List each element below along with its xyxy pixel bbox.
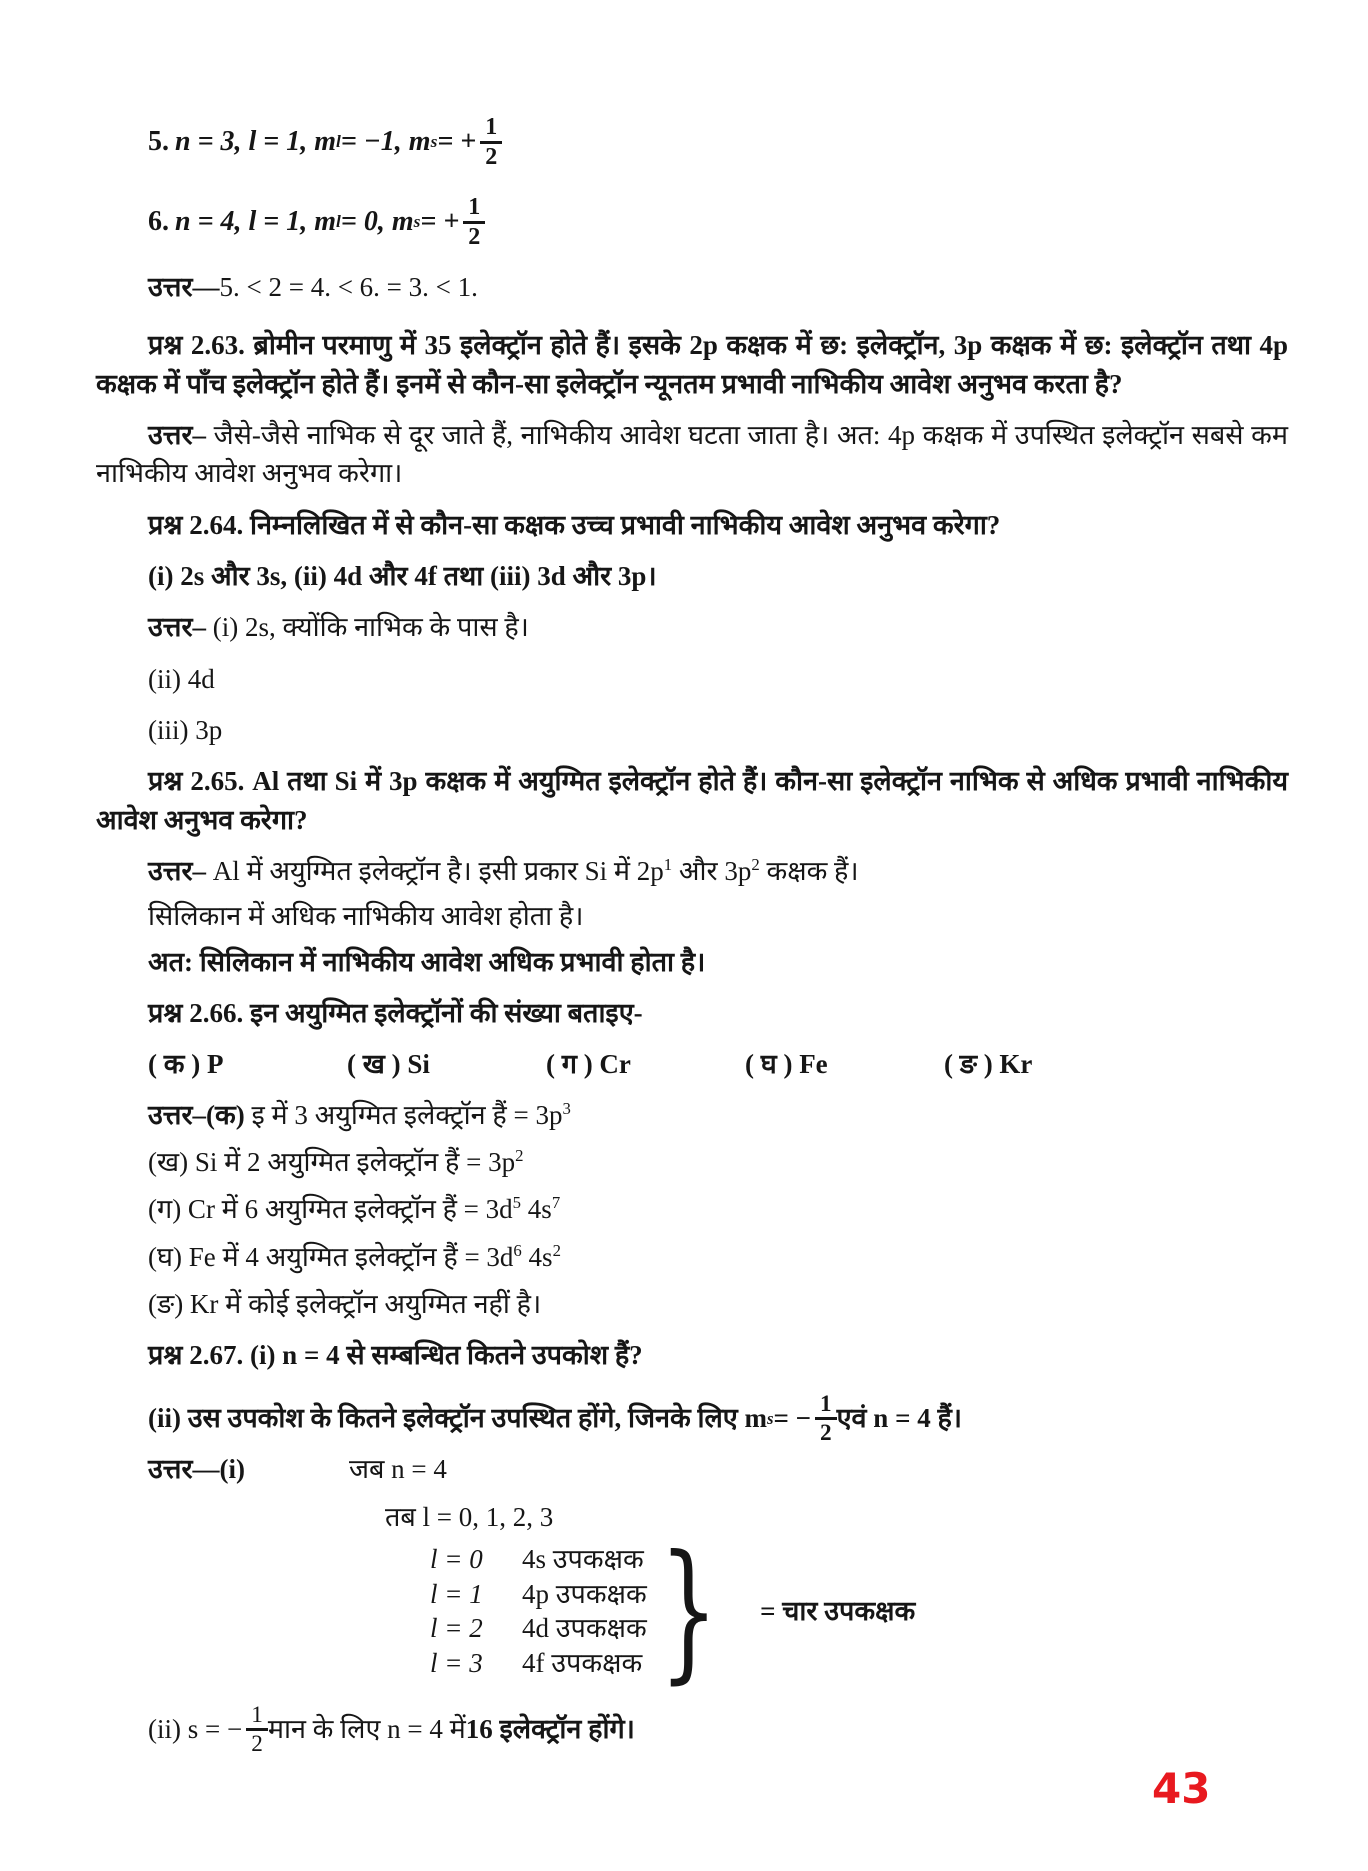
derivation-result: = चार उपकक्षक [760, 1596, 916, 1627]
answer-2-63 [96, 416, 1288, 493]
question-text: एवं n = 4 हैं। [836, 1403, 963, 1434]
subshell-derivation [430, 1523, 1288, 1698]
l-value: l = 0 [430, 1544, 483, 1575]
l-value: l = 2 [430, 1613, 483, 1644]
answer-text-bold: 16 इलेक्ट्रॉन होंगे। [465, 1714, 635, 1745]
answer-text: कक्षक हैं। [759, 855, 859, 886]
fraction [480, 114, 502, 171]
superscript: 2 [751, 854, 760, 874]
answer-text: और 3p [672, 855, 752, 886]
condition-tab: तब l = 0, 1, 2, 3 [385, 1501, 554, 1532]
fraction [815, 1391, 837, 1446]
curly-brace: } [658, 1523, 719, 1698]
answer-text: (ग) Cr में 6 अयुग्मित इलेक्ट्रॉन हैं = 3d [148, 1194, 513, 1225]
question-2-64-options: (i) 2s और 3s, (ii) 4d और 4f तथा (iii) 3d और 3p। [148, 560, 657, 591]
math-text: = + [420, 206, 460, 238]
answer-text: (ii) s = − [148, 1714, 243, 1745]
answer-label: उत्तर–(क) [148, 1099, 245, 1130]
page-number: 43 [1152, 1764, 1211, 1813]
answer-text: (ख) Si में 2 अयुग्मित इलेक्ट्रॉन हैं = 3p [148, 1146, 516, 1177]
answer-text: (i) 2s, क्योंकि नाभिक के पास है। [206, 612, 529, 643]
fraction [246, 1702, 268, 1757]
l-value: l = 1 [430, 1578, 483, 1609]
fraction [463, 194, 485, 251]
subshell-name: 4d उपकक्षक [522, 1613, 647, 1644]
superscript: 7 [551, 1193, 561, 1213]
answer-2-67-ii [148, 1694, 1288, 1764]
subshell-row [430, 1542, 647, 1577]
question-2-65: प्रश्न 2.65. Al तथा Si में 3p कक्षक में अयुग्मित इलेक्ट्रॉन होते हैं। कौन-सा इलेक्ट्रॉन नाभिक से अधिक प्रभावी नाभिकीय आवेश अनुभव करेगा? [96, 766, 1288, 835]
answer-2-66-gha [148, 1238, 1288, 1276]
ranking-text: 5. < 2 = 4. < 6. = 3. < 1. [219, 272, 478, 302]
item-number: 6. [148, 206, 169, 238]
question-2-66: प्रश्न 2.66. इन अयुग्मित इलेक्ट्रॉनों की संख्या बताइए- [148, 997, 643, 1028]
answer-2-66-ga [148, 1190, 1288, 1228]
subshell-row [430, 1646, 647, 1681]
answer-2-65-line1 [148, 852, 1288, 890]
answer-2-66-nga: (ङ) Kr में कोई इलेक्ट्रॉन अयुग्मित नहीं है। [148, 1288, 542, 1319]
answer-label: उत्तर– [148, 855, 206, 886]
subshell-rows [430, 1542, 647, 1680]
superscript: 2 [515, 1145, 524, 1165]
answer-2-65-line2: सिलिकान में अधिक नाभिकीय आवेश होता है। [148, 901, 584, 932]
superscript: 3 [562, 1098, 571, 1118]
item-number: 5. [148, 126, 169, 158]
subshell-name: 4p उपकक्षक [522, 1578, 647, 1609]
question-text: (ii) उस उपकोश के कितने इलेक्ट्रॉन उपस्थित होंगे, जिनके लिए m [148, 1403, 767, 1434]
math-text: n = 4, l = 1, m [175, 206, 337, 238]
superscript: 5 [512, 1193, 522, 1213]
math-text: = + [437, 126, 477, 158]
fraction-denominator: 2 [246, 1728, 268, 1757]
fraction-denominator: 2 [480, 141, 502, 171]
option-gha: ( घ ) Fe [745, 1049, 828, 1080]
question-2-63: प्रश्न 2.63. ब्रोमीन परमाणु में 35 इलेक्ट्रॉन होते हैं। इसके 2p कक्षक में छ: इलेक्ट्रॉन, 3p कक्षक में छ: इलेक्ट्रॉन तथा 4p कक्षक में पाँच इलेक्ट्रॉन होते हैं। इनमें से कौन-सा इलेक्ट्रॉन न्यूनतम प्रभावी नाभिकीय आवेश अनुभव करता है? [96, 330, 1288, 399]
answer-text: मान के लिए n = 4 में [267, 1714, 466, 1745]
subshell-row [430, 1577, 647, 1612]
superscript: 6 [513, 1240, 522, 1260]
question-2-66-options [148, 1045, 1288, 1083]
superscript: 2 [552, 1240, 561, 1260]
fraction-denominator: 2 [815, 1417, 837, 1446]
answer-label: उत्तर— [148, 272, 220, 302]
option-ga: ( ग ) Cr [546, 1049, 631, 1080]
quantum-set-6: 6. n = 4, l = 1, m l = 0, m s = + $\frac{1}{2}$ [148, 186, 1288, 258]
math-text: = 0, m [340, 206, 414, 238]
answer-label: उत्तर– [148, 419, 206, 450]
ranking-answer [148, 268, 1288, 306]
quantum-set-5: 5. n = 3, l = 1, m l = −1, m s = + $\frac{1}{2}$ [148, 106, 1288, 178]
option-kha: ( ख ) Si [347, 1049, 430, 1080]
question-2-64: प्रश्न 2.64. निम्नलिखित में से कौन-सा कक्षक उच्च प्रभावी नाभिकीय आवेश अनुभव करेगा? [148, 509, 1001, 540]
math-text: n = 3, l = 1, m [175, 126, 337, 158]
superscript: 1 [663, 854, 673, 874]
answer-label: उत्तर—(i) [148, 1453, 245, 1484]
answer-2-64-i [148, 608, 1288, 646]
answer-2-66-kha [148, 1143, 1288, 1181]
fraction-denominator: 2 [463, 221, 485, 251]
condition-jab: जब n = 4 [348, 1453, 447, 1484]
answer-2-67-head [148, 1450, 1288, 1488]
option-nga: ( ङ ) Kr [944, 1049, 1033, 1080]
answer-2-64-iii: (iii) 3p [148, 714, 223, 745]
fraction-numerator: 1 [485, 113, 498, 140]
subshell-row [430, 1611, 647, 1646]
math-text: = −1, m [340, 126, 431, 158]
fraction-numerator: 1 [251, 1701, 263, 1728]
answer-text: जैसे-जैसे नाभिक से दूर जाते हैं, नाभिकीय आवेश घटता जाता है। अत: 4p कक्षक में उपस्थित इलेक्ट्रॉन सबसे कम नाभिकीय आवेश अनुभव करेगा। [96, 419, 1288, 489]
answer-2-65-line3: अत: सिलिकान में नाभिकीय आवेश अधिक प्रभावी होता है। [148, 946, 706, 977]
question-2-67-ii: (ii) उस उपकोश के कितने इलेक्ट्रॉन उपस्थित होंगे, जिनके लिए m s = − $\frac{1}{2}$ एवं n = 4 हैं। [148, 1391, 963, 1447]
answer-text: इ में 3 अयुग्मित इलेक्ट्रॉन हैं = 3p [244, 1099, 563, 1130]
l-value: l = 3 [430, 1647, 483, 1678]
answer-label: उत्तर– [148, 612, 206, 643]
option-ka: ( क ) P [148, 1049, 224, 1080]
subshell-name: 4f उपकक्षक [522, 1647, 643, 1678]
answer-text: (घ) Fe में 4 अयुग्मित इलेक्ट्रॉन हैं = 3d [148, 1241, 514, 1272]
subshell-name: 4s उपकक्षक [522, 1544, 644, 1575]
answer-2-66-ka [148, 1096, 1288, 1134]
answer-text: Al में अयुग्मित इलेक्ट्रॉन है। इसी प्रकार Si में 2p [206, 855, 664, 886]
question-text: = − [773, 1403, 811, 1434]
question-2-67-i: प्रश्न 2.67. (i) n = 4 से सम्बन्धित कितने उपकोश हैं? [148, 1340, 643, 1371]
answer-text: 4s [521, 1194, 552, 1225]
answer-text: 4s [521, 1241, 553, 1272]
answer-2-64-ii: (ii) 4d [148, 663, 215, 694]
fraction-numerator: 1 [820, 1391, 832, 1418]
fraction-numerator: 1 [468, 193, 481, 220]
